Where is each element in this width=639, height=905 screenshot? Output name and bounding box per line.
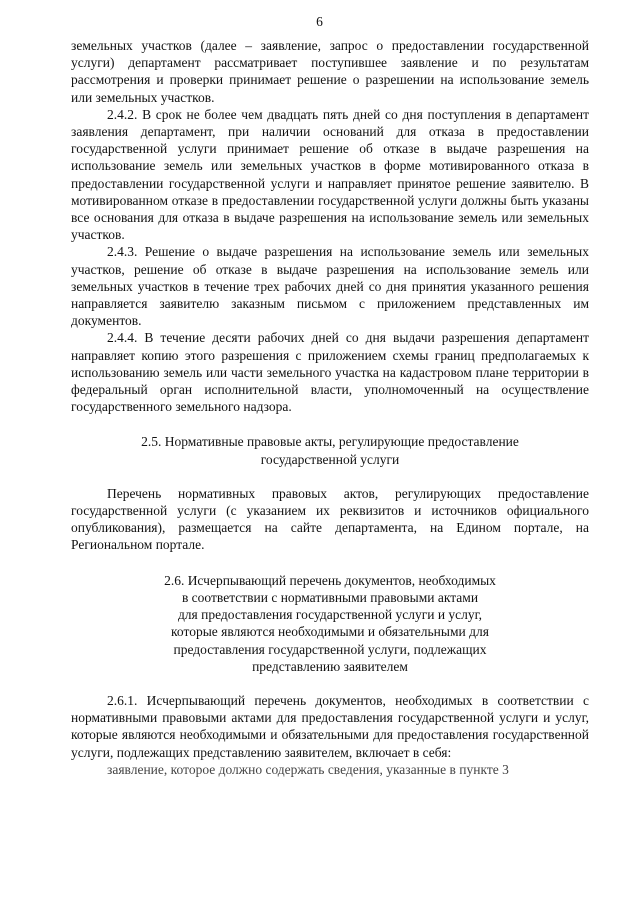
paragraph-2-4-4: 2.4.4. В течение десяти рабочих дней со дня выдачи разрешения департамент направляет копию этого разрешения с приложением схемы границ предполагаемых к использованию земель или части земельного участка на кадастровом плане территории в федеральный орган исполнительной власти, уполномоченный на осуществление государственного земельного надзора.	[71, 330, 589, 415]
heading-2-6-line: представлению заявителем	[252, 658, 408, 674]
paragraph-2-5: Перечень нормативных правовых актов, регулирующих предоставление государственной услуги (с указанием их реквизитов и источников официального опубликования), размещается на сайте департамента, на Едином портале, на Региональном портале.	[71, 485, 589, 553]
paragraph-2-4-3: 2.4.3. Решение о выдаче разрешения на использование земель или земельных участков, решение об отказе в выдаче разрешения на использование земель или земельных участков в течение трех рабочих дней со дня принятия указанного решения направляется заявителю заказным письмом с приложением представленных им документов.	[71, 244, 589, 329]
heading-2-6-line: которые являются необходимыми и обязательными для	[171, 624, 489, 640]
section-heading-2-6	[71, 572, 589, 675]
section-heading-2-5	[71, 433, 589, 467]
heading-2-6-line: для предоставления государственной услуги и услуг,	[177, 607, 483, 623]
heading-2-6-line: в соответствии с нормативными правовыми актами	[181, 589, 479, 605]
paragraph-2-4-2: 2.4.2. В срок не более чем двадцать пять дней со дня поступления в департамент заявления департамент, при наличии оснований для отказа в предоставлении государственной услуги принимает решение об отказе в выдаче разрешения на использование земель или земельных участков в форме мотивированного отказа в предоставлении государственной услуги и направляет принятое решение заявителю. В мотивированном отказе в предоставлении государственной услуги должны быть указаны все основания для отказа в выдаче разрешения на использование земель или земельных участков.	[71, 106, 589, 243]
heading-2-6-line: 2.6. Исчерпывающий перечень документов, необходимых	[164, 572, 496, 588]
heading-2-5-line: государственной услуги	[260, 451, 400, 467]
heading-2-6-line: предоставления государственной услуги, подлежащих	[173, 641, 487, 657]
heading-2-5-line: 2.5. Нормативные правовые акты, регулирующие предоставление	[141, 434, 519, 450]
paragraph-truncated: заявление, которое должно содержать сведения, указанные в пункте 3	[107, 761, 509, 777]
paragraph-continuation: земельных участков (далее – заявление, запрос о предоставлении государственной услуги) департамент рассматривает поступившее заявление и по результатам рассмотрения и проверки принимает решение о разрешении на использование земель или земельных участков.	[71, 38, 589, 105]
document-body	[71, 37, 589, 778]
paragraph-2-6-1: 2.6.1. Исчерпывающий перечень документов, необходимых в соответствии с нормативными правовыми актами для предоставления государственной услуги и услуг, которые являются необходимыми и обязательными для предоставления государственной услуги, подлежащих представлению заявителем, включает в себя:	[71, 692, 589, 760]
page-number: 6	[316, 14, 323, 29]
